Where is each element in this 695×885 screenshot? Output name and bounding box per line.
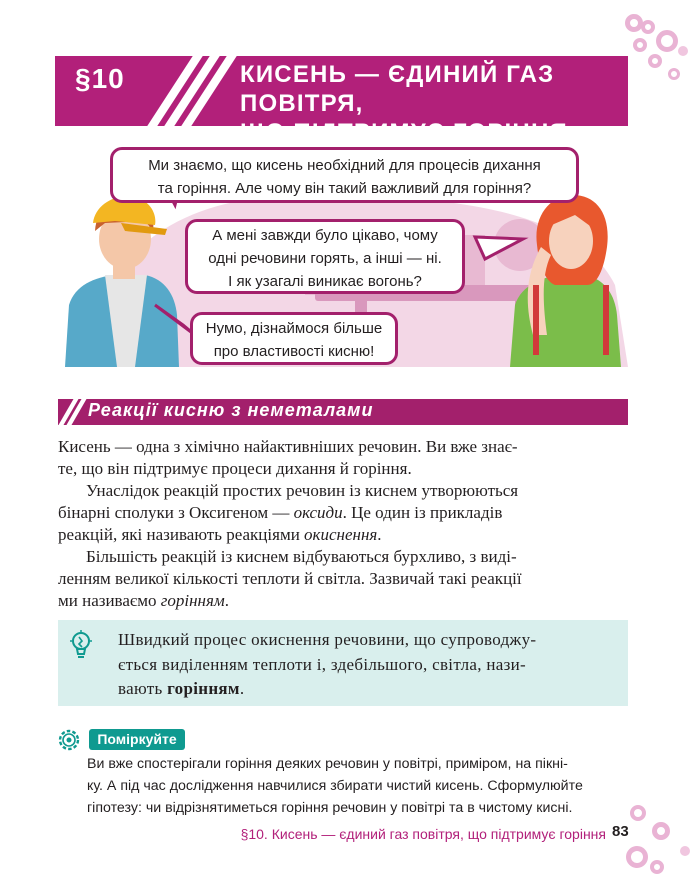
paragraph-1: Кисень — одна з хімічно найактивніших речовин. Ви вже знає- те, що він підтримує процеси дихання й горіння. bbox=[58, 437, 518, 478]
dialogue-illustration bbox=[55, 135, 628, 367]
speech-bubble-2: А мені завжди було цікаво, чому одні речовини горять, а інші — ні. І як узагалі виникає вогонь? bbox=[185, 219, 465, 294]
gear-icon bbox=[56, 727, 82, 753]
term-oxides: оксиди bbox=[293, 503, 343, 522]
paragraph-3: Більшість реакцій із киснем відбуваються бурхливо, з виді- ленням великої кількості теплоти й світла. Зазвичай такі реакції ми називаємо горінням. bbox=[58, 547, 522, 610]
page-number: 83 bbox=[612, 823, 629, 840]
speech-bubble-1: Ми знаємо, що кисень необхідний для процесів дихання та горіння. Але чому він такий важливий для горіння? bbox=[110, 147, 579, 203]
section-heading: Реакції кисню з неметалами bbox=[88, 400, 374, 420]
think-text: Ви вже спостерігали горіння деяких речовин у повітрі, приміром, на пікні- ку. А під час дослідження навчилися збирати чистий кисень. Сформулюйте гіпотезу: чи відрізнятиметься горіння речовин у повітрі та в чистому кисні. bbox=[87, 756, 583, 816]
lightbulb-icon bbox=[68, 630, 94, 660]
definition-box bbox=[58, 620, 628, 706]
running-footer: §10. Кисень — єдиний газ повітря, що підтримує горіння bbox=[240, 826, 606, 842]
paragraph-2: Унаслідок реакцій простих речовин із киснем утворюються бінарні сполуки з Оксигеном — оксиди. Це один із прикладів реакцій, які називають реакціями окиснення. bbox=[58, 481, 519, 544]
term-combustion: горінням bbox=[160, 591, 225, 610]
body-text bbox=[58, 436, 628, 612]
definition-text: Швидкий процес окиснення речовини, що супроводжу- ється виділенням теплоти і, здебільшого, світла, нази- вають горінням. bbox=[118, 630, 537, 698]
section-heading-bar bbox=[58, 399, 628, 425]
think-badge: Поміркуйте bbox=[89, 729, 185, 750]
chapter-number: §10 bbox=[75, 63, 125, 94]
speech-bubble-3: Нумо, дізнаймося більше про властивості кисню! bbox=[190, 312, 398, 365]
term-combustion-bold: горінням bbox=[167, 679, 240, 698]
term-oxidation: окиснення bbox=[304, 525, 378, 544]
chapter-title-bar bbox=[55, 56, 628, 146]
chapter-title: КИСЕНЬ — ЄДИНИЙ ГАЗ ПОВІТРЯ, ЩО ПІДТРИМУЄ ГОРІННЯ bbox=[240, 61, 568, 146]
